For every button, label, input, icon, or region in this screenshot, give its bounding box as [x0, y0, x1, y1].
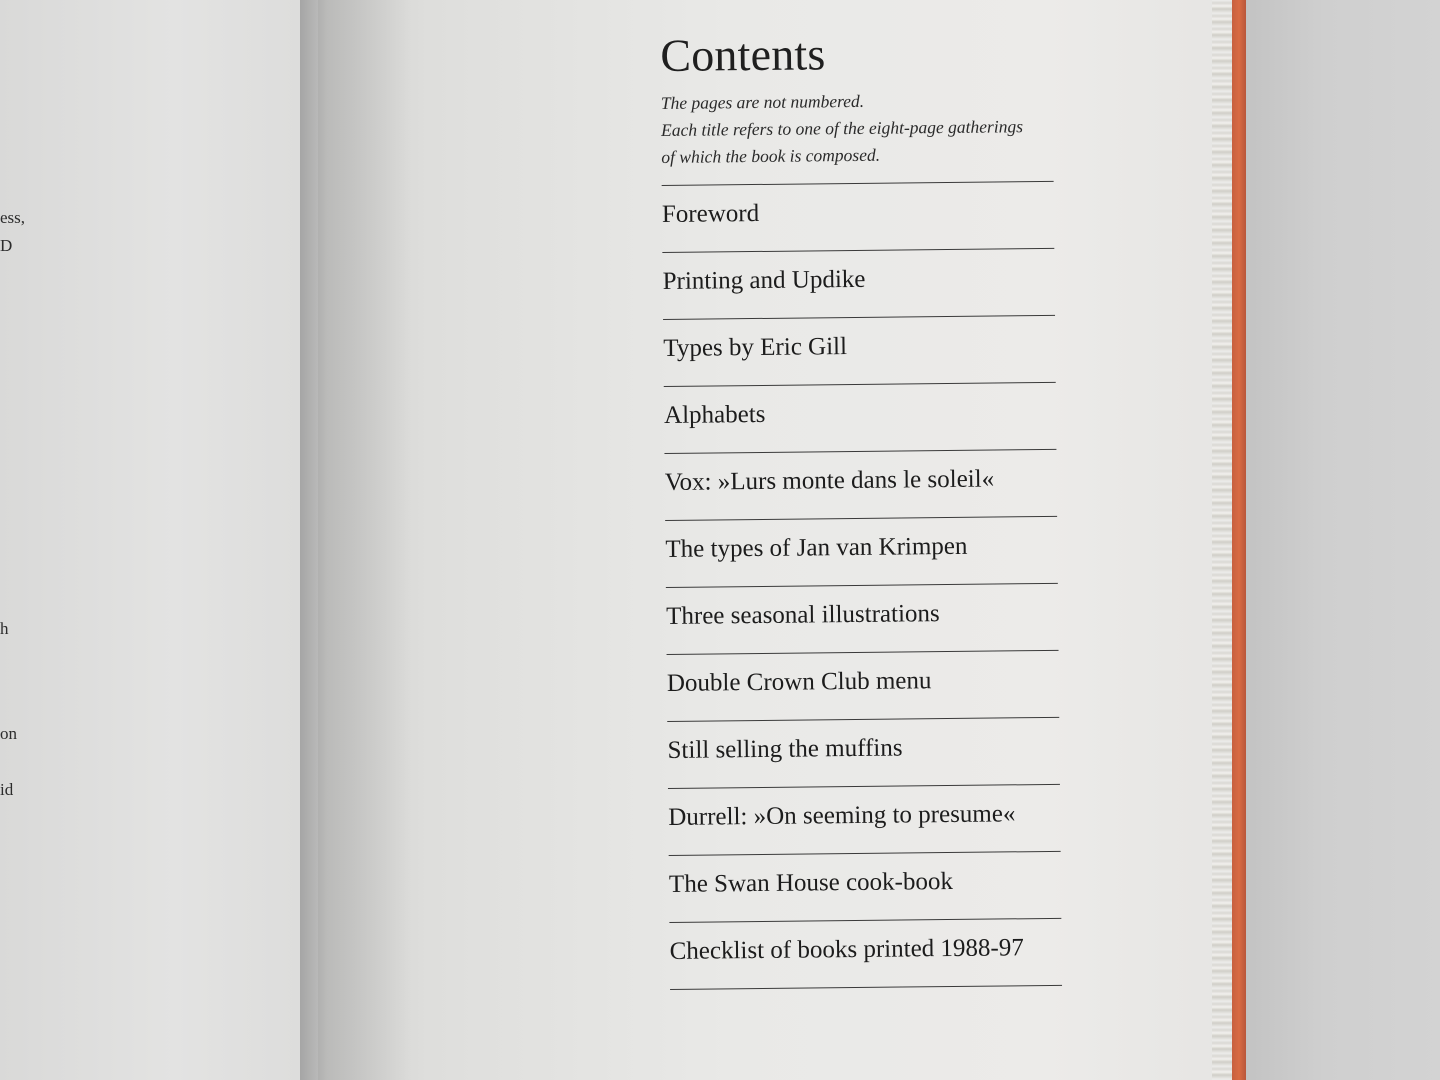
backdrop: [1246, 0, 1440, 1080]
cover-edge: [1232, 0, 1246, 1080]
left-page-text-fragment: h: [0, 619, 9, 638]
toc-item: Foreword: [662, 182, 1055, 253]
toc-item: The types of Jan van Krimpen: [665, 517, 1058, 588]
left-page-text-fragment: D: [0, 236, 13, 255]
toc-item: Alphabets: [664, 383, 1057, 454]
toc-item: Printing and Updike: [662, 249, 1055, 320]
left-page-text-fragment: ess,: [0, 208, 26, 227]
toc-item: Checklist of books printed 1988-97: [669, 919, 1062, 990]
toc-item: Types by Eric Gill: [663, 316, 1056, 387]
page-fore-edge: [1212, 0, 1234, 1080]
left-page-text-fragment: id: [0, 780, 14, 799]
toc-item: Still selling the muffins: [667, 718, 1060, 789]
contents-note: [661, 86, 1062, 171]
toc-item: The Swan House cook-book: [669, 852, 1062, 923]
contents-block: [660, 24, 1070, 990]
toc-item: Three seasonal illustrations: [666, 584, 1059, 655]
toc-list: [662, 182, 1070, 990]
left-page: [0, 0, 318, 1080]
contents-note-line: The pages are not numbered.: [660, 90, 865, 113]
toc-item: Durrell: »On seeming to presume«: [668, 785, 1061, 856]
toc-item: Double Crown Club menu: [667, 651, 1060, 722]
left-page-text-fragment: on: [0, 724, 17, 743]
gutter-shadow: [300, 0, 410, 1080]
contents-note-line: of which the book is composed.: [661, 144, 881, 167]
contents-title: Contents: [660, 28, 826, 81]
contents-note-line: Each title refers to one of the eight-page gatherings: [660, 116, 1024, 140]
toc-item: Vox: »Lurs monte dans le soleil«: [664, 450, 1057, 521]
